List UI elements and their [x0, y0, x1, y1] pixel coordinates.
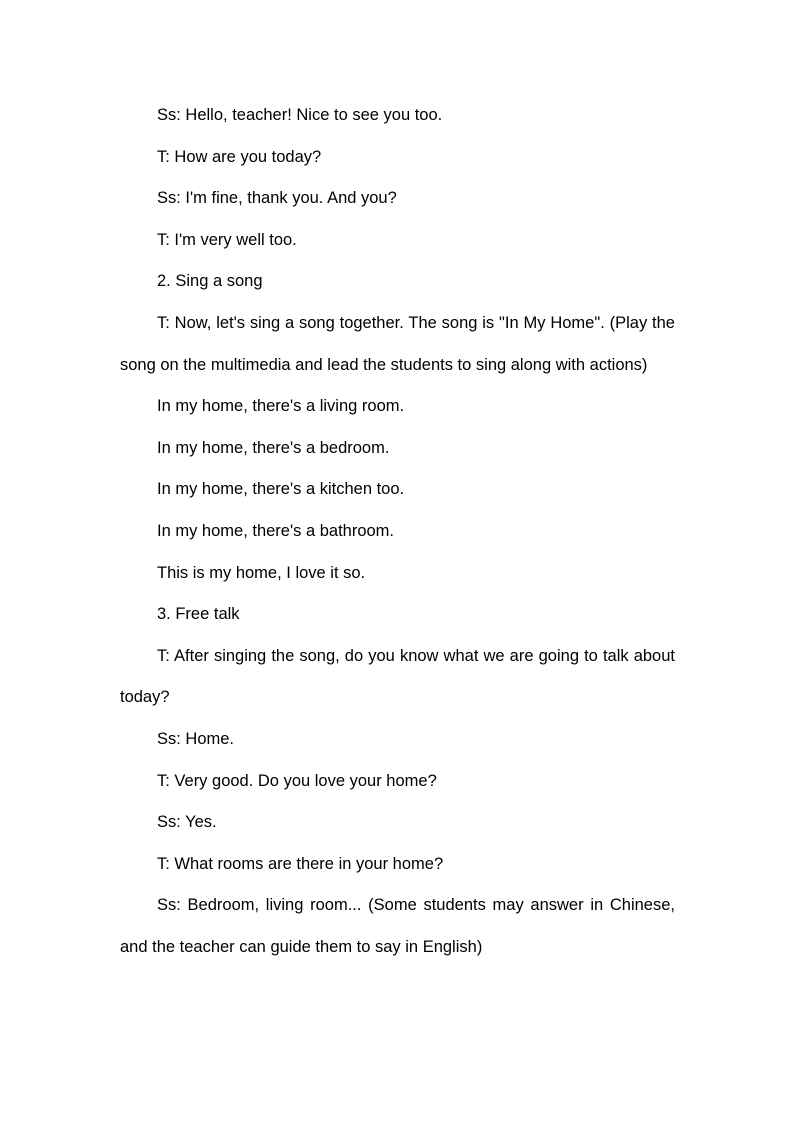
dialogue-line: Ss: I'm fine, thank you. And you?: [157, 189, 397, 208]
dialogue-line: T: Very good. Do you love your home?: [157, 771, 437, 790]
song-lyric-line: In my home, there's a bedroom.: [157, 438, 390, 457]
document-body: [120, 95, 675, 968]
dialogue-line: T: How are you today?: [157, 147, 322, 166]
section-heading: 2. Sing a song: [157, 272, 263, 291]
dialogue-line: Ss: Bedroom, living room... (Some students may answer in Chinese, and the teacher can guide them to say in English): [120, 896, 675, 956]
dialogue-line: Ss: Home.: [157, 729, 235, 748]
dialogue-line: T: Now, let's sing a song together. The song is "In My Home". (Play the song on the multimedia and lead the students to sing along with actions): [120, 313, 675, 374]
song-lyric-line: In my home, there's a bathroom.: [157, 521, 395, 540]
dialogue-line: Ss: Hello, teacher! Nice to see you too.: [157, 106, 443, 124]
section-heading: 3. Free talk: [157, 605, 240, 624]
song-lyric-line: This is my home, I love it so.: [157, 563, 366, 582]
dialogue-line: Ss: Yes.: [157, 813, 217, 832]
dialogue-line: T: What rooms are there in your home?: [157, 854, 444, 873]
dialogue-line: T: After singing the song, do you know what we are going to talk about today?: [120, 646, 675, 707]
song-lyric-line: In my home, there's a kitchen too.: [157, 480, 405, 499]
dialogue-line: T: I'm very well too.: [157, 230, 297, 249]
song-lyric-line: In my home, there's a living room.: [157, 397, 405, 416]
